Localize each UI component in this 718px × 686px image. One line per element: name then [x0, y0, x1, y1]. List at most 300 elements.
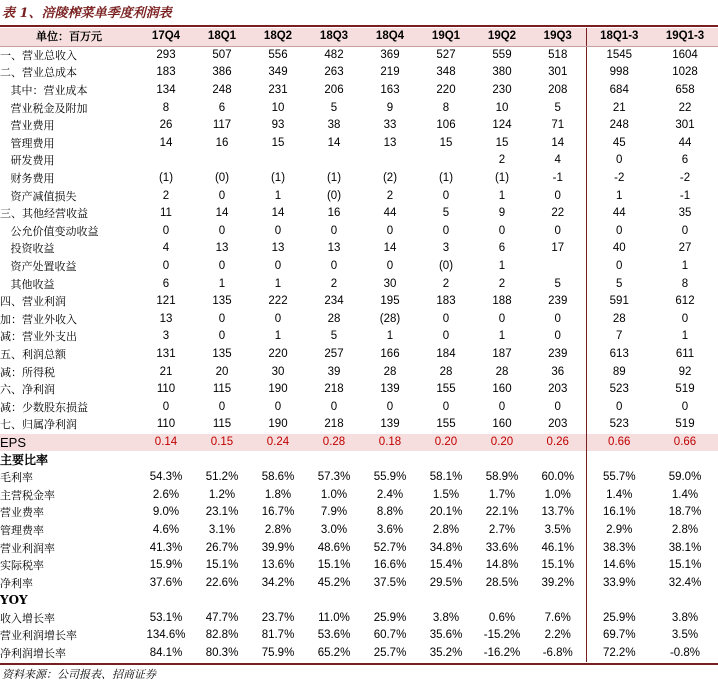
table-cell: 117: [212, 119, 232, 132]
table-row: [0, 504, 718, 522]
table-cell: 611: [675, 347, 695, 360]
table-cell: -1: [552, 172, 563, 185]
table-cell: 3.8%: [671, 611, 699, 624]
table-cell: 1: [274, 330, 282, 343]
income-statement-table: [0, 28, 718, 662]
table-cell: 25.7%: [373, 647, 407, 660]
table-cell: 38.1%: [668, 541, 702, 554]
table-cell: [586, 592, 652, 610]
table-cell: 0: [218, 224, 226, 237]
table-row: [0, 486, 718, 504]
table-cell: 15.1%: [668, 559, 702, 572]
table-cell: 2.7%: [488, 523, 516, 536]
table-cell: 46.1%: [541, 541, 575, 554]
table-cell: 8: [681, 277, 689, 290]
table-cell: 190: [268, 418, 288, 431]
unit-header: 单位：百万元: [0, 28, 138, 46]
table-cell: (28): [379, 312, 401, 325]
table-cell: [586, 451, 652, 469]
table-row: [0, 592, 718, 610]
table-row: [0, 223, 718, 241]
table-cell: 92: [678, 365, 692, 378]
row-label: 毛利率: [0, 471, 33, 485]
table-cell: 160: [492, 418, 512, 431]
table-cell: 20: [215, 365, 229, 378]
table-cell: 54.3%: [149, 471, 183, 484]
table-cell: 15.1%: [205, 559, 239, 572]
table-row: [0, 574, 718, 592]
table-cell: 5: [330, 330, 338, 343]
row-label: 管理费率: [0, 523, 44, 537]
column-header: 19Q3: [530, 28, 586, 46]
row-label: 其他收益: [0, 277, 55, 291]
table-cell: [362, 592, 418, 610]
table-cell: 22: [678, 101, 692, 114]
table-cell: 35: [678, 207, 692, 220]
table-cell: 38: [327, 119, 341, 132]
row-label: 实际税率: [0, 559, 44, 573]
table-cell: 14: [327, 136, 341, 149]
table-cell: [194, 152, 250, 170]
table-cell: 14: [159, 136, 173, 149]
table-title: 表 1、涪陵榨菜单季度利润表: [2, 6, 172, 21]
table-cell: 8.8%: [376, 506, 404, 519]
table-cell: 0: [274, 224, 282, 237]
table-cell: (1): [438, 172, 454, 185]
table-cell: 17: [551, 242, 565, 255]
table-cell: 1: [586, 187, 652, 205]
table-cell: 1: [498, 189, 506, 202]
column-header: 18Q2: [250, 28, 306, 46]
table-cell: 0: [162, 224, 170, 237]
table-cell: -2: [586, 170, 652, 188]
table-cell: 0.14: [138, 434, 194, 452]
table-cell: 0.15: [194, 434, 250, 452]
table-row: [0, 363, 718, 381]
table-cell: 9: [386, 101, 394, 114]
table-row: [0, 99, 718, 117]
table-cell: 13.7%: [541, 506, 575, 519]
table-cell: [474, 592, 530, 610]
table-cell: 523: [586, 381, 652, 399]
table-cell: 0: [498, 224, 506, 237]
table-cell: 59.0%: [668, 471, 702, 484]
column-header: 18Q1: [194, 28, 250, 46]
table-cell: 591: [586, 293, 652, 311]
table-cell: 482: [324, 48, 344, 61]
table-row: [0, 539, 718, 557]
table-cell: 998: [586, 64, 652, 82]
table-cell: 10: [271, 101, 285, 114]
table-cell: 58.6%: [261, 471, 295, 484]
table-cell: 0: [586, 398, 652, 416]
table-cell: 9: [498, 207, 506, 220]
table-row: [0, 381, 718, 399]
row-label: 管理费用: [0, 136, 55, 150]
table-cell: 52.7%: [373, 541, 407, 554]
table-cell: 47.7%: [205, 611, 239, 624]
table-cell: 21: [159, 365, 173, 378]
table-cell: 208: [548, 84, 568, 97]
table-cell: 0: [442, 312, 450, 325]
table-cell: 16.6%: [373, 559, 407, 572]
table-cell: [362, 451, 418, 469]
footer-rule: [0, 663, 718, 665]
table-cell: 11.0%: [318, 611, 350, 624]
table-cell: [250, 152, 306, 170]
table-cell: 37.5%: [373, 576, 407, 589]
row-label: 减：所得税: [0, 365, 55, 379]
table-cell: 0.20: [474, 434, 530, 452]
table-cell: 163: [380, 84, 400, 97]
table-cell: 2: [162, 189, 170, 202]
table-cell: 0: [498, 312, 506, 325]
table-cell: (1): [270, 172, 286, 185]
title-rule: [0, 25, 718, 27]
row-label: 六、净利润: [0, 383, 55, 397]
table-cell: 527: [436, 48, 456, 61]
table-cell: 15: [271, 136, 285, 149]
table-cell: 13.6%: [261, 559, 295, 572]
table-cell: 44: [383, 207, 397, 220]
table-cell: 55.7%: [586, 469, 652, 487]
table-cell: 0: [681, 224, 689, 237]
table-cell: 33.9%: [586, 574, 652, 592]
table-cell: [138, 451, 194, 469]
table-cell: 369: [380, 48, 400, 61]
table-cell: 234: [324, 295, 344, 308]
table-cell: 0: [386, 260, 394, 273]
table-cell: 348: [436, 66, 456, 79]
table-row: [0, 275, 718, 293]
table-cell: 0: [554, 312, 561, 325]
table-cell: [418, 152, 474, 170]
table-cell: 230: [492, 84, 512, 97]
table-cell: 15.1%: [541, 559, 575, 572]
table-cell: 0: [442, 189, 450, 202]
table-cell: 0: [218, 260, 226, 273]
table-cell: 28.5%: [485, 576, 519, 589]
table-cell: 1.0%: [544, 488, 571, 501]
row-label: 二、营业总成本: [0, 66, 77, 80]
table-row: [0, 434, 718, 452]
table-cell: 21: [586, 99, 652, 117]
table-cell: 0.66: [586, 434, 652, 452]
table-cell: 0.28: [306, 434, 362, 452]
table-cell: 380: [492, 66, 512, 79]
table-cell: 1.8%: [264, 488, 292, 501]
table-cell: 7.9%: [320, 506, 348, 519]
table-cell: 34.8%: [429, 541, 463, 554]
table-cell: 40: [586, 240, 652, 258]
table-cell: 44: [586, 205, 652, 223]
table-cell: [250, 592, 306, 610]
source-note: 资料来源：公司报表、招商证券: [2, 668, 156, 681]
table-cell: 110: [156, 418, 176, 431]
row-label: 减：营业外支出: [0, 330, 77, 344]
table-row: [0, 328, 718, 346]
table-cell: 239: [548, 295, 568, 308]
table-cell: 206: [324, 84, 344, 97]
row-label: 主营税金率: [0, 488, 55, 502]
row-label: 公允价值变动收益: [0, 224, 99, 238]
table-row: [0, 451, 718, 469]
table-cell: 263: [324, 66, 344, 79]
table-cell: 0.66: [652, 434, 718, 452]
table-cell: 6: [218, 101, 226, 114]
table-cell: 30: [271, 365, 285, 378]
table-cell: 15: [495, 136, 509, 149]
table-cell: 22: [551, 207, 565, 220]
table-cell: [138, 592, 194, 610]
table-cell: 53.1%: [149, 611, 183, 624]
table-cell: 684: [586, 82, 652, 100]
table-cell: 0: [586, 152, 652, 170]
table-cell: 30: [383, 277, 397, 290]
table-cell: 115: [212, 418, 232, 431]
table-cell: 183: [436, 295, 456, 308]
table-cell: 29.5%: [429, 576, 463, 589]
table-cell: 0: [498, 400, 506, 413]
table-cell: 2.4%: [376, 488, 404, 501]
table-cell: [652, 592, 718, 610]
table-cell: 115: [212, 383, 232, 396]
table-cell: -6.8%: [542, 647, 573, 660]
table-cell: 45: [586, 135, 652, 153]
table-cell: 2: [386, 189, 394, 202]
table-cell: 65.2%: [317, 647, 351, 660]
table-cell: 203: [548, 418, 568, 431]
column-header: 18Q4: [362, 28, 418, 46]
table-cell: 0: [681, 400, 689, 413]
table-cell: [306, 451, 362, 469]
table-cell: 58.9%: [485, 471, 519, 484]
table-cell: 0: [586, 258, 652, 276]
table-cell: [362, 152, 418, 170]
table-cell: 220: [436, 84, 456, 97]
table-cell: 33.6%: [485, 541, 519, 554]
table-cell: 81.7%: [261, 629, 295, 642]
table-cell: [250, 451, 306, 469]
table-cell: 220: [268, 347, 288, 360]
column-header: 18Q1-3: [586, 28, 652, 46]
table-cell: [530, 451, 586, 469]
table-cell: 16.7%: [261, 506, 295, 519]
row-label: 营业利润增长率: [0, 629, 77, 643]
row-label: 主要比率: [0, 452, 49, 467]
table-cell: 28: [327, 312, 341, 325]
column-header: 19Q1-3: [652, 28, 718, 46]
table-cell: 1: [681, 330, 689, 343]
table-cell: 15.4%: [429, 559, 463, 572]
table-cell: 13: [159, 312, 173, 325]
table-cell: 2.8%: [264, 523, 292, 536]
table-cell: 39.2%: [541, 576, 575, 589]
table-row: [0, 82, 718, 100]
table-cell: 60.0%: [541, 471, 575, 484]
table-cell: 218: [324, 418, 344, 431]
table-cell: 14: [551, 136, 565, 149]
table-cell: [306, 592, 362, 610]
row-label: EPS: [0, 434, 138, 452]
table-cell: 1: [386, 330, 394, 343]
table-cell: 1: [498, 260, 506, 273]
table-cell: 36: [551, 365, 565, 378]
table-row: [0, 610, 718, 628]
table-cell: 14.6%: [586, 557, 652, 575]
table-cell: 135: [212, 347, 232, 360]
table-row: [0, 258, 718, 276]
row-label: 一、营业总收入: [0, 48, 77, 62]
table-cell: 16: [215, 136, 229, 149]
table-cell: 20.1%: [429, 506, 463, 519]
table-cell: 2.6%: [152, 488, 180, 501]
table-cell: 23.1%: [205, 506, 239, 519]
table-cell: 0: [386, 400, 394, 413]
table-cell: 60.7%: [373, 629, 407, 642]
table-cell: 28: [586, 311, 652, 329]
table-cell: 13: [271, 242, 285, 255]
table-cell: 51.2%: [205, 471, 239, 484]
row-label: 减：少数股东损益: [0, 400, 88, 414]
table-cell: 0: [442, 224, 450, 237]
table-cell: 1: [274, 189, 282, 202]
table-cell: 1: [274, 277, 282, 290]
table-cell: 1: [681, 260, 689, 273]
table-cell: 53.6%: [317, 629, 351, 642]
table-row: [0, 117, 718, 135]
table-cell: 3: [162, 330, 170, 343]
table-cell: 38.3%: [586, 539, 652, 557]
table-cell: [530, 592, 586, 610]
table-cell: [194, 592, 250, 610]
table-cell: 13: [327, 242, 341, 255]
table-cell: 23.7%: [261, 611, 295, 624]
table-cell: -0.8%: [669, 647, 701, 660]
table-row: [0, 645, 718, 663]
table-cell: 155: [436, 383, 456, 396]
table-row: [0, 46, 718, 64]
table-cell: 166: [380, 347, 400, 360]
table-cell: 48.6%: [317, 541, 351, 554]
table-cell: 0: [330, 260, 338, 273]
table-cell: 124: [492, 119, 512, 132]
table-cell: 1.2%: [208, 488, 236, 501]
table-row: [0, 240, 718, 258]
table-cell: 239: [548, 347, 568, 360]
table-cell: 15: [439, 136, 453, 149]
table-cell: 1.4%: [671, 488, 699, 501]
table-cell: 32.4%: [668, 576, 702, 589]
column-header: 18Q3: [306, 28, 362, 46]
table-cell: 69.7%: [586, 627, 652, 645]
table-cell: 22.1%: [485, 506, 519, 519]
table-cell: (0): [214, 172, 230, 185]
row-label: 收入增长率: [0, 611, 55, 625]
table-cell: 57.3%: [317, 471, 351, 484]
table-cell: 257: [324, 347, 344, 360]
table-cell: 349: [268, 66, 288, 79]
table-cell: 386: [212, 66, 232, 79]
table-row: [0, 398, 718, 416]
table-cell: 0.26: [530, 434, 586, 452]
table-cell: 222: [268, 295, 288, 308]
table-cell: 3.6%: [376, 523, 404, 536]
table-cell: [194, 451, 250, 469]
table-cell: 0.6%: [488, 611, 516, 624]
table-cell: 58.1%: [429, 471, 463, 484]
table-cell: 139: [380, 418, 400, 431]
table-cell: 75.9%: [261, 647, 295, 660]
table-row: [0, 205, 718, 223]
table-cell: 4.6%: [152, 523, 180, 536]
table-cell: 0: [274, 312, 282, 325]
table-cell: 14: [271, 207, 285, 220]
table-cell: 3.5%: [544, 523, 571, 536]
table-cell: 6: [681, 154, 689, 167]
table-cell: 1.4%: [586, 486, 652, 504]
table-cell: 556: [268, 48, 288, 61]
table-cell: 184: [436, 347, 456, 360]
table-cell: (2): [382, 172, 398, 185]
table-cell: 1.7%: [488, 488, 516, 501]
row-label: 加：营业外收入: [0, 312, 77, 326]
row-label: 营业利润率: [0, 541, 55, 555]
table-cell: 134.6%: [146, 629, 186, 642]
table-cell: 188: [492, 295, 512, 308]
table-row: [0, 187, 718, 205]
table-cell: 218: [324, 383, 344, 396]
table-cell: 6: [498, 242, 506, 255]
table-cell: 0: [330, 224, 338, 237]
table-cell: 22.6%: [205, 576, 239, 589]
table-cell: 134: [156, 84, 176, 97]
row-label: 四、营业利润: [0, 295, 66, 309]
table-cell: [306, 152, 362, 170]
table-cell: [418, 592, 474, 610]
table-cell: 5: [554, 101, 561, 114]
table-cell: 15.9%: [149, 559, 183, 572]
table-cell: 7.6%: [544, 611, 571, 624]
table-cell: 523: [586, 416, 652, 434]
table-cell: 248: [212, 84, 232, 97]
table-cell: 26: [159, 119, 173, 132]
table-cell: 121: [156, 295, 176, 308]
table-cell: 45.2%: [317, 576, 351, 589]
table-cell: 3: [442, 242, 450, 255]
table-cell: 1: [498, 330, 506, 343]
row-label: 营业税金及附加: [0, 101, 88, 115]
table-cell: 190: [268, 383, 288, 396]
table-cell: 28: [495, 365, 509, 378]
table-row: [0, 469, 718, 487]
table-cell: 0.24: [250, 434, 306, 452]
table-cell: 0: [274, 400, 282, 413]
table-cell: 13: [383, 136, 397, 149]
table-cell: 3.8%: [432, 611, 460, 624]
table-cell: 13: [215, 242, 229, 255]
table-row: [0, 522, 718, 540]
table-cell: 1: [218, 277, 226, 290]
table-row: [0, 64, 718, 82]
table-cell: (0): [326, 189, 342, 202]
table-cell: 187: [492, 347, 512, 360]
table-cell: 35.2%: [429, 647, 463, 660]
table-cell: 2.8%: [671, 523, 699, 536]
row-label: YOY: [0, 593, 28, 608]
table-cell: 135: [212, 295, 232, 308]
table-cell: 658: [675, 84, 695, 97]
